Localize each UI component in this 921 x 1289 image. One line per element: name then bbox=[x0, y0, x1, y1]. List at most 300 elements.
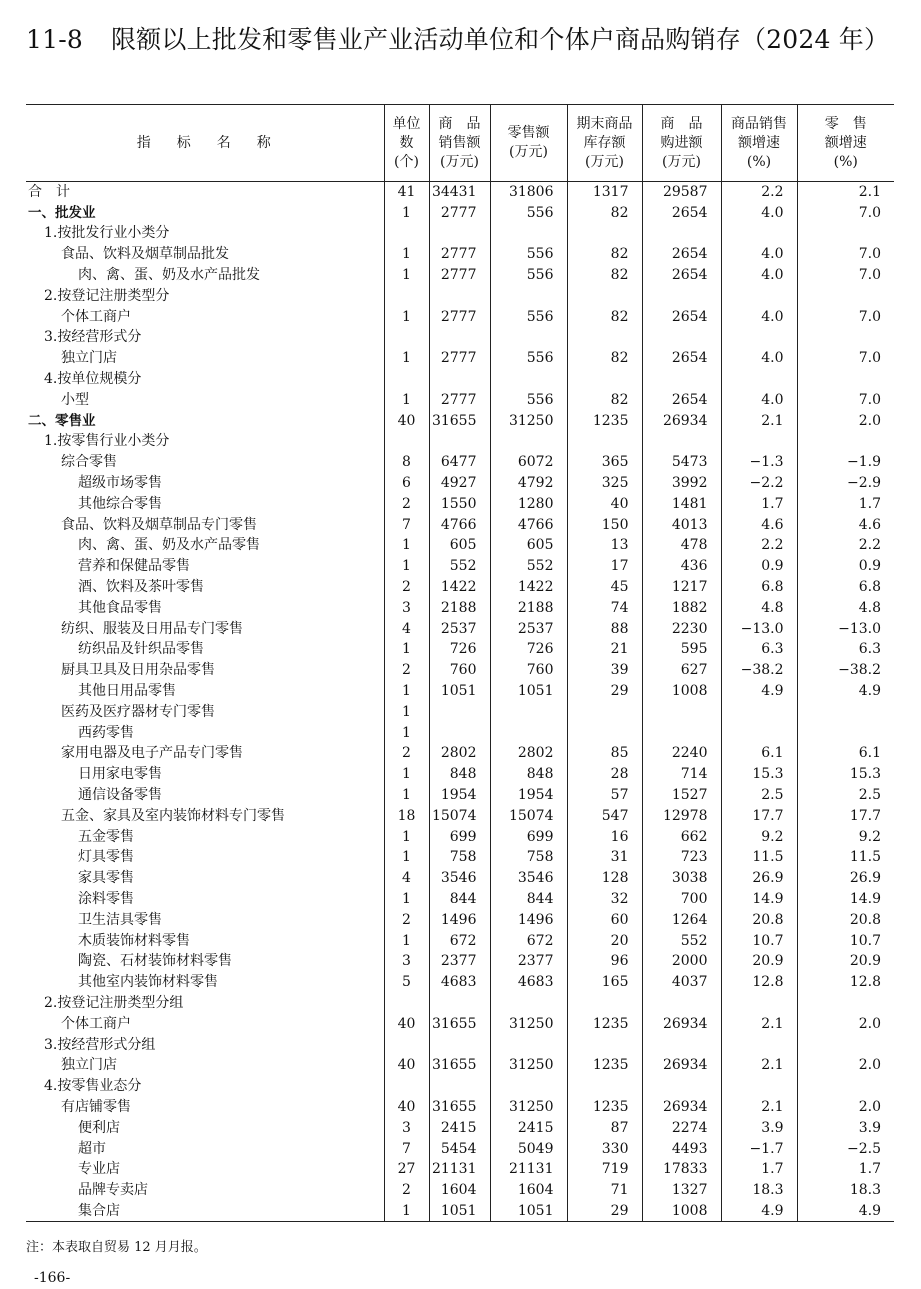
units-cell: 1 bbox=[384, 764, 429, 785]
units-cell: 3 bbox=[384, 597, 429, 618]
indicator-name-cell: 1.按零售行业小类分 bbox=[44, 433, 170, 450]
table-row bbox=[26, 285, 894, 306]
retail-cell: 21131 bbox=[490, 1159, 567, 1180]
retail-growth-cell: 14.9 bbox=[797, 889, 894, 910]
indicator-name-cell: 便利店 bbox=[78, 1119, 120, 1136]
retail-growth-cell: 12.8 bbox=[797, 972, 894, 993]
sales-cell: 844 bbox=[429, 889, 490, 910]
indicator-name-cell: 二、零售业 bbox=[28, 412, 96, 429]
units-cell: 5 bbox=[384, 972, 429, 993]
indicator-name-cell: 超市 bbox=[78, 1140, 106, 1157]
sales-cell: 21131 bbox=[429, 1159, 490, 1180]
inventory-cell bbox=[567, 369, 642, 390]
indicator-name-cell: 小型 bbox=[61, 391, 89, 408]
indicator-name-cell: 肉、禽、蛋、奶及水产品零售 bbox=[78, 537, 260, 554]
units-cell: 1 bbox=[384, 681, 429, 702]
sales-growth-cell: −13.0 bbox=[721, 618, 797, 639]
table-row bbox=[26, 660, 894, 681]
sales-cell: 605 bbox=[429, 535, 490, 556]
indicator-name-cell: 西药零售 bbox=[78, 724, 134, 741]
retail-growth-cell: 2.2 bbox=[797, 535, 894, 556]
units-cell: 40 bbox=[384, 1013, 429, 1034]
retail-growth-cell: 10.7 bbox=[797, 930, 894, 951]
table-row bbox=[26, 182, 894, 203]
sales-cell: 2777 bbox=[429, 306, 490, 327]
units-cell: 1 bbox=[384, 639, 429, 660]
retail-growth-cell: 2.0 bbox=[797, 1097, 894, 1118]
table-row bbox=[26, 473, 894, 494]
retail-cell: 1051 bbox=[490, 681, 567, 702]
sales-cell: 2777 bbox=[429, 244, 490, 265]
inventory-cell: 29 bbox=[567, 1201, 642, 1222]
retail-growth-cell: 7.0 bbox=[797, 265, 894, 286]
sales-cell bbox=[429, 1076, 490, 1097]
sales-cell: 4683 bbox=[429, 972, 490, 993]
purchase-cell: 1008 bbox=[642, 1201, 721, 1222]
table-row bbox=[26, 847, 894, 868]
inventory-cell: 547 bbox=[567, 805, 642, 826]
purchase-cell: 3992 bbox=[642, 473, 721, 494]
sales-cell: 2802 bbox=[429, 743, 490, 764]
sales-cell: 699 bbox=[429, 826, 490, 847]
retail-cell: 1604 bbox=[490, 1180, 567, 1201]
purchase-cell bbox=[642, 722, 721, 743]
retail-growth-cell: 2.0 bbox=[797, 1013, 894, 1034]
inventory-cell: 82 bbox=[567, 244, 642, 265]
sales-cell: 1604 bbox=[429, 1180, 490, 1201]
purchase-cell: 627 bbox=[642, 660, 721, 681]
inventory-cell: 39 bbox=[567, 660, 642, 681]
sales-growth-cell: 2.1 bbox=[721, 1097, 797, 1118]
retail-cell: 31250 bbox=[490, 410, 567, 431]
table-row bbox=[26, 743, 894, 764]
sales-cell: 760 bbox=[429, 660, 490, 681]
table-row bbox=[26, 909, 894, 930]
purchase-cell: 1527 bbox=[642, 785, 721, 806]
inventory-cell: 719 bbox=[567, 1159, 642, 1180]
inventory-cell: 82 bbox=[567, 389, 642, 410]
purchase-cell: 4037 bbox=[642, 972, 721, 993]
retail-cell: 1422 bbox=[490, 577, 567, 598]
sales-growth-cell: 4.8 bbox=[721, 597, 797, 618]
table-row bbox=[26, 681, 894, 702]
table-row bbox=[26, 493, 894, 514]
inventory-cell: 1235 bbox=[567, 1013, 642, 1034]
sales-growth-cell: 4.0 bbox=[721, 306, 797, 327]
purchase-cell: 662 bbox=[642, 826, 721, 847]
sales-growth-cell: 2.1 bbox=[721, 410, 797, 431]
retail-growth-cell: 7.0 bbox=[797, 348, 894, 369]
inventory-cell: 16 bbox=[567, 826, 642, 847]
sales-growth-cell: 4.0 bbox=[721, 244, 797, 265]
table-row bbox=[26, 410, 894, 431]
sales-cell: 758 bbox=[429, 847, 490, 868]
table-row bbox=[26, 202, 894, 223]
retail-growth-cell: 15.3 bbox=[797, 764, 894, 785]
table-row bbox=[26, 452, 894, 473]
retail-cell: 5049 bbox=[490, 1138, 567, 1159]
inventory-cell: 40 bbox=[567, 493, 642, 514]
indicator-name-cell: 家用电器及电子产品专门零售 bbox=[61, 745, 243, 762]
sales-growth-cell: 4.9 bbox=[721, 1201, 797, 1222]
table-row bbox=[26, 431, 894, 452]
table-row bbox=[26, 1117, 894, 1138]
table-row bbox=[26, 306, 894, 327]
units-cell: 2 bbox=[384, 577, 429, 598]
units-cell: 40 bbox=[384, 410, 429, 431]
indicator-name-cell: 1.按批发行业小类分 bbox=[44, 225, 170, 242]
table-row bbox=[26, 577, 894, 598]
sales-cell: 34431 bbox=[429, 182, 490, 203]
retail-cell: 2537 bbox=[490, 618, 567, 639]
purchase-cell: 714 bbox=[642, 764, 721, 785]
indicator-name-cell: 卫生洁具零售 bbox=[78, 911, 162, 928]
units-cell: 2 bbox=[384, 660, 429, 681]
sales-cell: 4927 bbox=[429, 473, 490, 494]
inventory-cell bbox=[567, 285, 642, 306]
sales-cell: 6477 bbox=[429, 452, 490, 473]
inventory-cell: 1317 bbox=[567, 182, 642, 203]
indicator-name-cell: 家具零售 bbox=[78, 870, 134, 887]
units-cell bbox=[384, 993, 429, 1014]
purchase-cell: 478 bbox=[642, 535, 721, 556]
table-row bbox=[26, 265, 894, 286]
units-cell: 40 bbox=[384, 1097, 429, 1118]
purchase-cell: 700 bbox=[642, 889, 721, 910]
retail-cell: 758 bbox=[490, 847, 567, 868]
table-title-text: 限额以上批发和零售业产业活动单位和个体户商品购销存（2024 年） bbox=[110, 25, 890, 54]
units-cell: 41 bbox=[384, 182, 429, 203]
table-row bbox=[26, 1013, 894, 1034]
purchase-cell: 26934 bbox=[642, 1097, 721, 1118]
purchase-cell: 1882 bbox=[642, 597, 721, 618]
retail-growth-cell bbox=[797, 722, 894, 743]
table-row bbox=[26, 639, 894, 660]
purchase-cell bbox=[642, 993, 721, 1014]
inventory-cell: 31 bbox=[567, 847, 642, 868]
retail-cell bbox=[490, 701, 567, 722]
inventory-cell: 28 bbox=[567, 764, 642, 785]
sales-cell: 31655 bbox=[429, 1097, 490, 1118]
sales-growth-cell: 11.5 bbox=[721, 847, 797, 868]
sales-cell bbox=[429, 431, 490, 452]
sales-cell: 2777 bbox=[429, 389, 490, 410]
indicator-name-cell: 纺织品及针织品零售 bbox=[78, 641, 204, 658]
indicator-name-cell: 食品、饮料及烟草制品批发 bbox=[61, 246, 229, 263]
purchase-cell: 3038 bbox=[642, 868, 721, 889]
table-number: 11-8 bbox=[26, 25, 83, 54]
retail-cell: 1280 bbox=[490, 493, 567, 514]
page-number: -166- bbox=[34, 1270, 71, 1286]
indicator-name-cell: 个体工商户 bbox=[61, 1015, 131, 1032]
sales-cell: 552 bbox=[429, 556, 490, 577]
table-row bbox=[26, 993, 894, 1014]
retail-cell: 31250 bbox=[490, 1013, 567, 1034]
retail-cell bbox=[490, 369, 567, 390]
retail-growth-cell: −38.2 bbox=[797, 660, 894, 681]
sales-cell: 2537 bbox=[429, 618, 490, 639]
table-row bbox=[26, 244, 894, 265]
retail-cell: 556 bbox=[490, 244, 567, 265]
retail-cell: 31250 bbox=[490, 1097, 567, 1118]
purchase-cell: 2654 bbox=[642, 202, 721, 223]
sales-growth-cell: 18.3 bbox=[721, 1180, 797, 1201]
sales-growth-cell bbox=[721, 1034, 797, 1055]
inventory-cell: 60 bbox=[567, 909, 642, 930]
retail-cell: 556 bbox=[490, 265, 567, 286]
units-cell: 4 bbox=[384, 868, 429, 889]
indicator-name-cell: 综合零售 bbox=[61, 454, 117, 471]
inventory-cell: 85 bbox=[567, 743, 642, 764]
table-row bbox=[26, 701, 894, 722]
retail-growth-cell: 20.8 bbox=[797, 909, 894, 930]
sales-cell bbox=[429, 722, 490, 743]
sales-growth-cell: 12.8 bbox=[721, 972, 797, 993]
sales-growth-cell: 10.7 bbox=[721, 930, 797, 951]
units-cell: 3 bbox=[384, 1117, 429, 1138]
units-cell: 6 bbox=[384, 473, 429, 494]
retail-growth-cell: 4.9 bbox=[797, 681, 894, 702]
sales-cell: 31655 bbox=[429, 1055, 490, 1076]
purchase-cell: 4013 bbox=[642, 514, 721, 535]
sales-cell: 5454 bbox=[429, 1138, 490, 1159]
retail-growth-cell bbox=[797, 431, 894, 452]
purchase-cell: 4493 bbox=[642, 1138, 721, 1159]
sales-growth-cell bbox=[721, 223, 797, 244]
retail-growth-cell: 26.9 bbox=[797, 868, 894, 889]
units-cell: 1 bbox=[384, 722, 429, 743]
retail-cell: 4792 bbox=[490, 473, 567, 494]
footnote: 注：本表取自贸易 12 月月报。 bbox=[26, 1240, 207, 1255]
indicator-name-cell: 超级市场零售 bbox=[78, 475, 162, 492]
table-row bbox=[26, 785, 894, 806]
indicator-name-cell: 2.按登记注册类型分 bbox=[44, 287, 170, 304]
purchase-cell: 2654 bbox=[642, 348, 721, 369]
retail-growth-cell: 4.6 bbox=[797, 514, 894, 535]
units-cell: 2 bbox=[384, 909, 429, 930]
sales-growth-cell: 4.0 bbox=[721, 348, 797, 369]
retail-growth-cell: −1.9 bbox=[797, 452, 894, 473]
table-row bbox=[26, 223, 894, 244]
indicator-name-cell: 五金、家具及室内装饰材料专门零售 bbox=[61, 807, 285, 824]
retail-cell: 1051 bbox=[490, 1201, 567, 1222]
units-cell: 1 bbox=[384, 306, 429, 327]
retail-cell: 605 bbox=[490, 535, 567, 556]
purchase-cell bbox=[642, 285, 721, 306]
sales-growth-cell: 2.1 bbox=[721, 1055, 797, 1076]
indicator-name-cell: 个体工商户 bbox=[61, 308, 131, 325]
sales-growth-cell bbox=[721, 369, 797, 390]
indicator-name-cell: 医药及医疗器材专门零售 bbox=[61, 703, 215, 720]
inventory-cell bbox=[567, 1076, 642, 1097]
table-row bbox=[26, 1097, 894, 1118]
retail-cell bbox=[490, 327, 567, 348]
purchase-cell: 29587 bbox=[642, 182, 721, 203]
sales-cell: 2777 bbox=[429, 348, 490, 369]
table-row bbox=[26, 951, 894, 972]
inventory-cell: 325 bbox=[567, 473, 642, 494]
sales-growth-cell bbox=[721, 993, 797, 1014]
sales-growth-cell bbox=[721, 285, 797, 306]
indicator-name-cell: 品牌专卖店 bbox=[78, 1182, 148, 1199]
units-cell: 1 bbox=[384, 1201, 429, 1222]
sales-growth-cell: 6.8 bbox=[721, 577, 797, 598]
units-cell bbox=[384, 1076, 429, 1097]
sales-cell: 726 bbox=[429, 639, 490, 660]
inventory-cell: 150 bbox=[567, 514, 642, 535]
units-cell: 2 bbox=[384, 1180, 429, 1201]
sales-growth-cell: 2.2 bbox=[721, 182, 797, 203]
table-row bbox=[26, 1180, 894, 1201]
header-row bbox=[26, 105, 894, 182]
sales-cell: 2188 bbox=[429, 597, 490, 618]
sales-cell: 1422 bbox=[429, 577, 490, 598]
indicator-name-cell: 陶瓷、石材装饰材料零售 bbox=[78, 953, 232, 970]
retail-cell bbox=[490, 993, 567, 1014]
sales-cell: 2377 bbox=[429, 951, 490, 972]
sales-cell: 2777 bbox=[429, 265, 490, 286]
retail-growth-cell bbox=[797, 223, 894, 244]
sales-growth-cell: 2.2 bbox=[721, 535, 797, 556]
indicator-name-cell: 4.按单位规模分 bbox=[44, 371, 142, 388]
retail-growth-cell: 17.7 bbox=[797, 805, 894, 826]
header-inventory: 期末商品 库存额 (万元) bbox=[567, 105, 642, 182]
sales-growth-cell bbox=[721, 1076, 797, 1097]
units-cell: 1 bbox=[384, 556, 429, 577]
sales-growth-cell bbox=[721, 431, 797, 452]
inventory-cell: 365 bbox=[567, 452, 642, 473]
retail-growth-cell: 7.0 bbox=[797, 306, 894, 327]
indicator-name-cell: 食品、饮料及烟草制品专门零售 bbox=[61, 516, 257, 533]
table-row bbox=[26, 618, 894, 639]
units-cell: 2 bbox=[384, 743, 429, 764]
inventory-cell: 21 bbox=[567, 639, 642, 660]
indicator-name-cell: 一、批发业 bbox=[28, 204, 96, 221]
indicator-name-cell: 其他日用品零售 bbox=[78, 683, 176, 700]
purchase-cell: 723 bbox=[642, 847, 721, 868]
purchase-cell bbox=[642, 223, 721, 244]
sales-growth-cell: 0.9 bbox=[721, 556, 797, 577]
purchase-cell bbox=[642, 431, 721, 452]
retail-cell: 4683 bbox=[490, 972, 567, 993]
purchase-cell: 5473 bbox=[642, 452, 721, 473]
retail-growth-cell bbox=[797, 1034, 894, 1055]
retail-cell: 556 bbox=[490, 389, 567, 410]
units-cell: 1 bbox=[384, 389, 429, 410]
sales-growth-cell bbox=[721, 722, 797, 743]
inventory-cell bbox=[567, 701, 642, 722]
retail-cell: 2188 bbox=[490, 597, 567, 618]
retail-cell bbox=[490, 722, 567, 743]
sales-cell: 3546 bbox=[429, 868, 490, 889]
table-row bbox=[26, 972, 894, 993]
purchase-cell: 2654 bbox=[642, 306, 721, 327]
sales-cell bbox=[429, 285, 490, 306]
inventory-cell: 1235 bbox=[567, 410, 642, 431]
indicator-name-cell: 灯具零售 bbox=[78, 849, 134, 866]
sales-growth-cell: 9.2 bbox=[721, 826, 797, 847]
indicator-name-cell: 2.按登记注册类型分组 bbox=[44, 994, 184, 1011]
retail-cell: 6072 bbox=[490, 452, 567, 473]
sales-growth-cell: 20.8 bbox=[721, 909, 797, 930]
units-cell: 1 bbox=[384, 930, 429, 951]
sales-cell: 2415 bbox=[429, 1117, 490, 1138]
header-units: 单位 数 (个) bbox=[384, 105, 429, 182]
purchase-cell: 436 bbox=[642, 556, 721, 577]
inventory-cell: 165 bbox=[567, 972, 642, 993]
table-row bbox=[26, 514, 894, 535]
sales-cell bbox=[429, 223, 490, 244]
header-sales: 商 品 销售额 (万元) bbox=[429, 105, 490, 182]
sales-growth-cell: 14.9 bbox=[721, 889, 797, 910]
units-cell: 3 bbox=[384, 951, 429, 972]
retail-growth-cell: 7.0 bbox=[797, 202, 894, 223]
sales-cell: 1550 bbox=[429, 493, 490, 514]
retail-growth-cell: 9.2 bbox=[797, 826, 894, 847]
retail-cell: 31806 bbox=[490, 182, 567, 203]
table-row bbox=[26, 327, 894, 348]
sales-growth-cell: 6.1 bbox=[721, 743, 797, 764]
units-cell: 1 bbox=[384, 889, 429, 910]
inventory-cell: 82 bbox=[567, 265, 642, 286]
header-retail: 零售额 (万元) bbox=[490, 105, 567, 182]
sales-cell bbox=[429, 1034, 490, 1055]
retail-cell: 848 bbox=[490, 764, 567, 785]
purchase-cell: 17833 bbox=[642, 1159, 721, 1180]
units-cell: 1 bbox=[384, 847, 429, 868]
indicator-name-cell: 酒、饮料及茶叶零售 bbox=[78, 579, 204, 596]
inventory-cell bbox=[567, 223, 642, 244]
retail-growth-cell: 2.1 bbox=[797, 182, 894, 203]
units-cell: 40 bbox=[384, 1055, 429, 1076]
purchase-cell bbox=[642, 1034, 721, 1055]
sales-cell: 1496 bbox=[429, 909, 490, 930]
table-row bbox=[26, 1076, 894, 1097]
sales-growth-cell: 4.6 bbox=[721, 514, 797, 535]
sales-growth-cell: −2.2 bbox=[721, 473, 797, 494]
units-cell: 1 bbox=[384, 202, 429, 223]
purchase-cell: 26934 bbox=[642, 1055, 721, 1076]
sales-cell: 31655 bbox=[429, 410, 490, 431]
inventory-cell: 1235 bbox=[567, 1055, 642, 1076]
retail-growth-cell: 4.8 bbox=[797, 597, 894, 618]
table-row bbox=[26, 597, 894, 618]
sales-growth-cell bbox=[721, 327, 797, 348]
indicator-name-cell: 合 计 bbox=[28, 184, 70, 201]
sales-growth-cell: 4.0 bbox=[721, 202, 797, 223]
units-cell: 8 bbox=[384, 452, 429, 473]
purchase-cell: 1264 bbox=[642, 909, 721, 930]
inventory-cell: 128 bbox=[567, 868, 642, 889]
retail-growth-cell: 7.0 bbox=[797, 244, 894, 265]
purchase-cell bbox=[642, 369, 721, 390]
purchase-cell: 26934 bbox=[642, 1013, 721, 1034]
purchase-cell: 2230 bbox=[642, 618, 721, 639]
retail-growth-cell: 18.3 bbox=[797, 1180, 894, 1201]
retail-cell: 556 bbox=[490, 348, 567, 369]
header-purchase: 商 品 购进额 (万元) bbox=[642, 105, 721, 182]
table-body bbox=[26, 182, 894, 1222]
retail-cell: 2802 bbox=[490, 743, 567, 764]
units-cell: 18 bbox=[384, 805, 429, 826]
units-cell bbox=[384, 1034, 429, 1055]
inventory-cell bbox=[567, 431, 642, 452]
sales-cell bbox=[429, 369, 490, 390]
retail-cell bbox=[490, 223, 567, 244]
table-row bbox=[26, 1055, 894, 1076]
inventory-cell: 45 bbox=[567, 577, 642, 598]
purchase-cell: 1327 bbox=[642, 1180, 721, 1201]
